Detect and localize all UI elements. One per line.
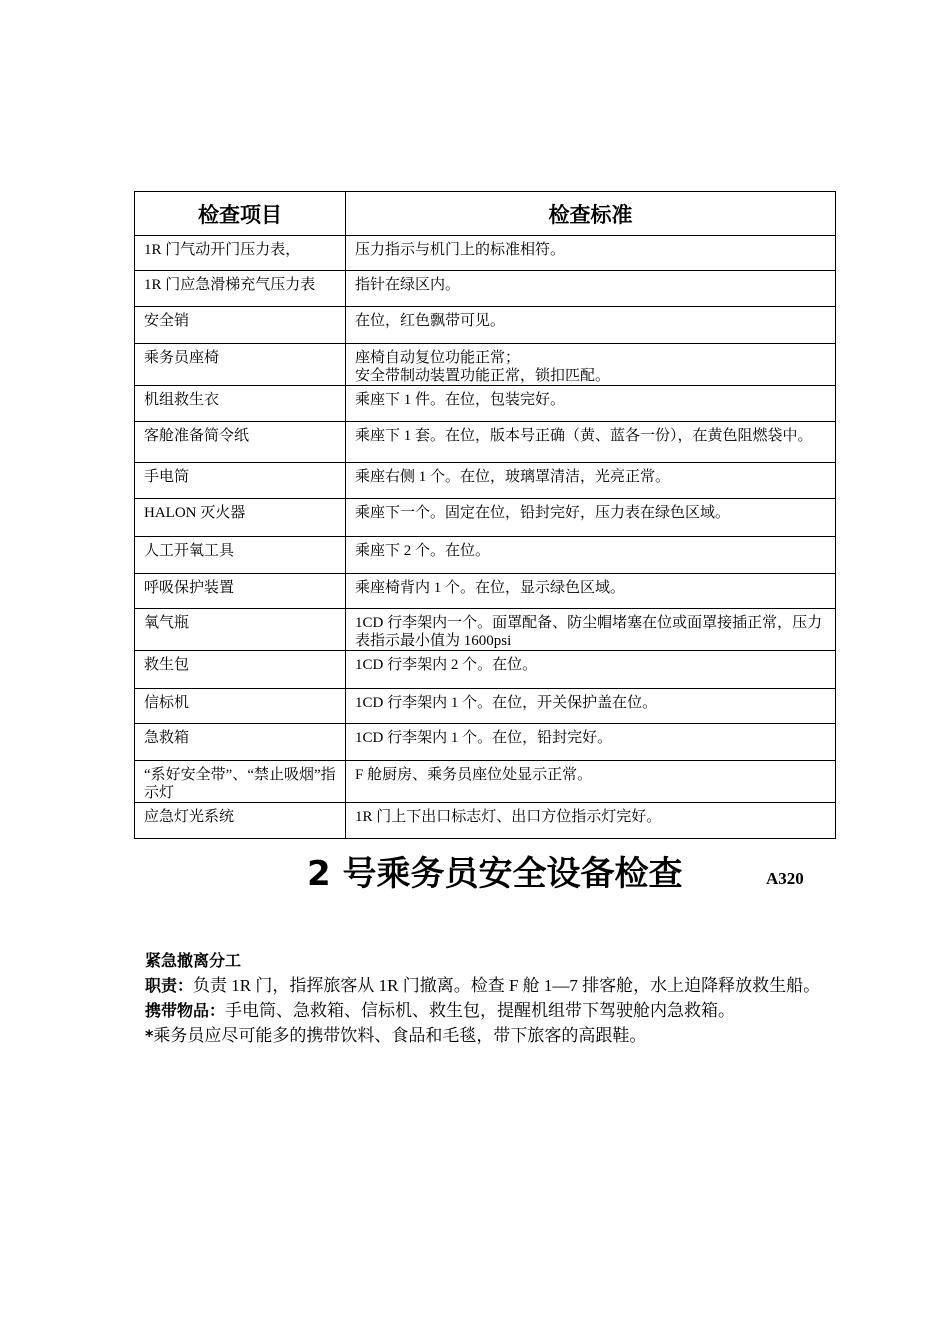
table-row [135, 422, 836, 463]
column-header-item: 检查项目 [135, 192, 346, 236]
page-title: 2 号乘务员安全设备检查 [307, 854, 683, 894]
check-standard-cell: 乘座下 1 件。在位，包装完好。 [346, 386, 836, 422]
check-standard-cell: F 舱厨房、乘务员座位处显示正常。 [346, 761, 836, 803]
check-standard-cell: 座椅自动复位功能正常； 安全带制动装置功能正常，锁扣匹配。 [346, 344, 836, 386]
table-header-row [135, 192, 836, 236]
table-row [135, 499, 836, 537]
items-text: 手电筒、急救箱、信标机、救生包，提醒机组带下驾驶舱内急救箱。 [225, 1001, 736, 1020]
check-standard-cell: 压力指示与机门上的标准相符。 [346, 236, 836, 271]
table-row [135, 574, 836, 609]
check-item-cell: 呼吸保护装置 [135, 574, 346, 609]
evacuation-section [145, 948, 825, 1048]
aircraft-model: A320 [766, 869, 804, 888]
check-item-cell: HALON 灭火器 [135, 499, 346, 537]
table-body [135, 236, 836, 839]
column-header-standard: 检查标准 [346, 192, 836, 236]
check-standard-cell: 乘座右侧 1 个。在位，玻璃罩清洁，光亮正常。 [346, 463, 836, 499]
table-row [135, 386, 836, 422]
check-item-cell: 氧气瓶 [135, 609, 346, 651]
check-standard-cell: 指针在绿区内。 [346, 271, 836, 307]
table-row [135, 803, 836, 839]
note-mark: * [145, 1026, 154, 1045]
check-item-cell: 手电筒 [135, 463, 346, 499]
table-row [135, 689, 836, 724]
items-label: 携带物品： [145, 1001, 226, 1020]
safety-check-table [134, 191, 836, 839]
check-item-cell: 救生包 [135, 651, 346, 689]
check-item-cell: 1R 门气动开门压力表， [135, 236, 346, 271]
table-row [135, 761, 836, 803]
duty-text: 负责 1R 门，指挥旅客从 1R 门撤离。检查 F 舱 1—7 排客舱，水上迫降释放救生船。 [193, 976, 821, 995]
check-standard-cell: 1R 门上下出口标志灯、出口方位指示灯完好。 [346, 803, 836, 839]
check-standard-cell: 1CD 行李架内 1 个。在位，铅封完好。 [346, 724, 836, 761]
check-item-cell: 急救箱 [135, 724, 346, 761]
note-text: 乘务员应尽可能多的携带饮料、食品和毛毯，带下旅客的高跟鞋。 [153, 1026, 647, 1045]
table-row [135, 537, 836, 574]
check-standard-cell: 1CD 行李架内一个。面罩配备、防尘帽堵塞在位或面罩接插正常，压力表指示最小值为 1600psi [346, 609, 836, 651]
evacuation-heading: 紧急撤离分工 [145, 951, 242, 970]
table-row [135, 724, 836, 761]
check-standard-cell: 在位，红色飘带可见。 [346, 307, 836, 344]
check-standard-cell: 乘座椅背内 1 个。在位，显示绿色区域。 [346, 574, 836, 609]
check-item-cell: 客舱准备简令纸 [135, 422, 346, 463]
check-item-cell: 人工开氧工具 [135, 537, 346, 574]
check-standard-cell: 乘座下一个。固定在位，铅封完好，压力表在绿色区域。 [346, 499, 836, 537]
check-item-cell: 应急灯光系统 [135, 803, 346, 839]
duty-paragraph [145, 973, 825, 998]
table-row [135, 344, 836, 386]
items-paragraph [145, 998, 825, 1023]
note-paragraph [145, 1023, 825, 1048]
check-standard-cell: 1CD 行李架内 1 个。在位，开关保护盖在位。 [346, 689, 836, 724]
check-standard-cell: 1CD 行李架内 2 个。在位。 [346, 651, 836, 689]
table-row [135, 236, 836, 271]
table-row [135, 463, 836, 499]
check-item-cell: 机组救生衣 [135, 386, 346, 422]
table-row [135, 307, 836, 344]
duty-label: 职责： [145, 976, 194, 995]
table-row [135, 609, 836, 651]
check-standard-cell: 乘座下 2 个。在位。 [346, 537, 836, 574]
table-row [135, 271, 836, 307]
check-item-cell: 信标机 [135, 689, 346, 724]
check-item-cell: 安全销 [135, 307, 346, 344]
check-item-cell: “系好安全带”、“禁止吸烟”指示灯 [135, 761, 346, 803]
check-item-cell: 1R 门应急滑梯充气压力表 [135, 271, 346, 307]
table-row [135, 651, 836, 689]
check-standard-cell: 乘座下 1 套。在位，版本号正确（黄、蓝各一份），在黄色阻燃袋中。 [346, 422, 836, 463]
check-item-cell: 乘务员座椅 [135, 344, 346, 386]
